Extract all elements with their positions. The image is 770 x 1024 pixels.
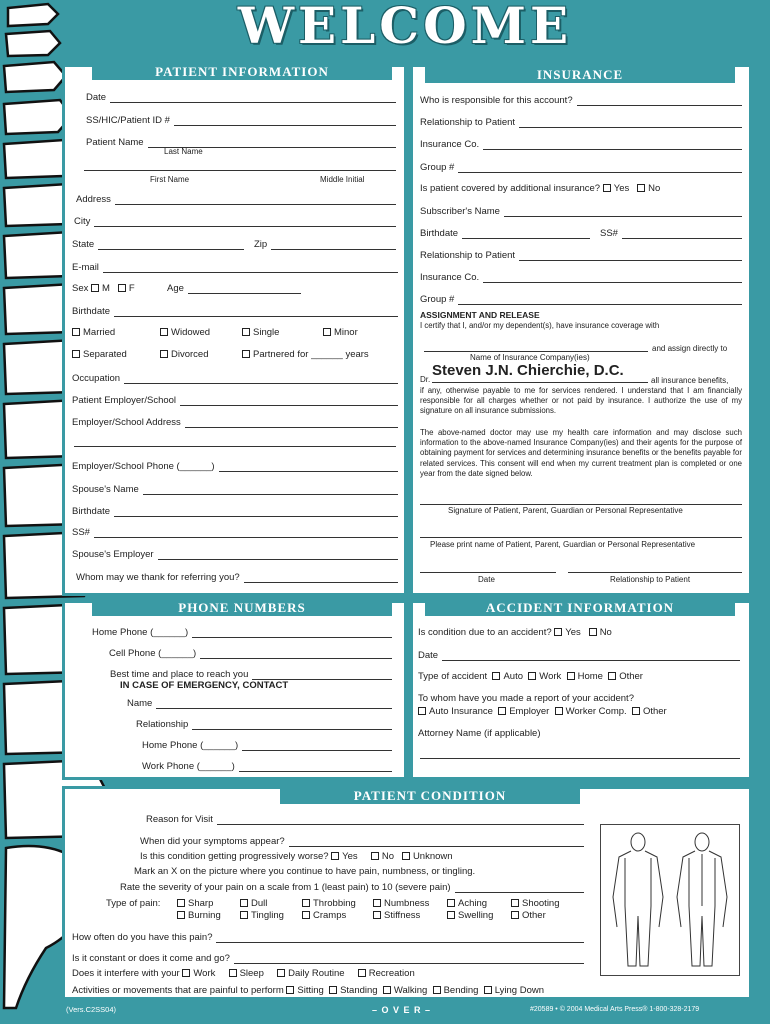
first-name-caption: First Name [150, 175, 190, 184]
type-of-accident: Type of accident Auto Work Home Other [418, 671, 643, 682]
sign-date-line[interactable] [420, 572, 556, 573]
referral-field[interactable]: Whom may we thank for referring you? [76, 570, 398, 583]
sex-m-checkbox[interactable] [91, 284, 99, 292]
signature-line[interactable] [420, 504, 742, 505]
married-option[interactable]: Married [72, 327, 115, 338]
occupation-field[interactable]: Occupation [72, 371, 398, 384]
work-checkbox[interactable] [528, 672, 536, 680]
patient-name-field[interactable]: Patient Name [86, 135, 396, 148]
additional-yes-checkbox[interactable] [603, 184, 611, 192]
interfere-question: Does it interfere with your Work Sleep Daily Routine Recreation [72, 968, 415, 979]
symptoms-field[interactable]: When did your symptoms appear? [140, 834, 584, 847]
relationship-caption: Relationship to Patient [610, 575, 691, 584]
sitting-checkbox[interactable] [286, 986, 294, 994]
spouse-birthdate-field[interactable]: Birthdate [72, 504, 398, 517]
other-checkbox[interactable] [608, 672, 616, 680]
accident-information-header: ACCIDENT INFORMATION [425, 600, 735, 616]
welcome-title: WELCOME [237, 0, 573, 55]
pain-dull[interactable]: Dull [240, 898, 267, 909]
doctor-line [432, 382, 648, 383]
worse-question: Is this condition getting progressively worse? Yes No Unknown [140, 851, 453, 862]
name-of-insurance-caption: Name of Insurance Company(ies) [470, 353, 590, 362]
age-field[interactable]: Age [167, 281, 301, 294]
accident-date-field[interactable]: Date [418, 648, 740, 661]
widowed-option[interactable]: Widowed [160, 327, 210, 338]
pain-burning[interactable]: Burning [177, 910, 221, 921]
pain-stiffness[interactable]: Stiffness [373, 910, 420, 921]
sign-relationship-line[interactable] [568, 572, 742, 573]
employer-field[interactable]: Patient Employer/School [72, 393, 398, 406]
emergency-work-phone-field[interactable]: Work Phone (______) [142, 759, 392, 772]
lying-down-checkbox[interactable] [484, 986, 492, 994]
other-report-checkbox[interactable] [632, 707, 640, 715]
cell-phone-field[interactable]: Cell Phone (______) [109, 646, 392, 659]
mark-instructions: Mark an X on the picture where you continue to have pain, numbness, or tingling. [134, 866, 476, 877]
type-of-pain-label: Type of pain: [106, 898, 161, 909]
bending-checkbox[interactable] [433, 986, 441, 994]
all-benefits-text: all insurance benefits, [651, 376, 729, 385]
worse-no-checkbox[interactable] [371, 852, 379, 860]
auto-insurance-checkbox[interactable] [418, 707, 426, 715]
sex-f-checkbox[interactable] [118, 284, 126, 292]
group2-field[interactable]: Group # [420, 292, 742, 305]
additional-insurance-question: Is patient covered by additional insurance? Yes No [420, 183, 661, 194]
insurance-company-line[interactable] [424, 351, 648, 352]
auto-checkbox[interactable] [492, 672, 500, 680]
name-line-2[interactable] [84, 170, 396, 171]
birthdate-field[interactable]: Birthdate [72, 304, 398, 317]
pain-other[interactable]: Other [511, 910, 546, 921]
separated-option[interactable]: Separated [72, 349, 127, 360]
relationship-field[interactable]: Relationship to Patient [420, 115, 742, 128]
best-time-field[interactable]: Best time and place to reach you [110, 667, 392, 680]
date-caption: Date [478, 575, 495, 584]
sex-label: Sex M F [72, 283, 135, 294]
employer-phone-field[interactable]: Employer/School Phone (______) [72, 459, 398, 472]
pain-cramps[interactable]: Cramps [302, 910, 346, 921]
interfere-recreation-checkbox[interactable] [358, 969, 366, 977]
assignment-line-1: I certify that I, and/or my dependent(s), have insurance coverage with [420, 321, 660, 330]
worse-yes-checkbox[interactable] [331, 852, 339, 860]
over-indicator: – O V E R – [372, 1005, 432, 1015]
subscriber-birthdate-field[interactable]: Birthdate [420, 226, 590, 239]
relationship2-field[interactable]: Relationship to Patient [420, 248, 742, 261]
single-option[interactable]: Single [242, 327, 279, 338]
pain-rating-field[interactable]: Rate the severity of your pain on a scale from 1 (least pain) to 10 (severe pain) [120, 880, 584, 893]
employer-address-line-2[interactable] [74, 446, 396, 447]
pain-tingling[interactable]: Tingling [240, 910, 284, 921]
pain-swelling[interactable]: Swelling [447, 910, 493, 921]
walking-checkbox[interactable] [383, 986, 391, 994]
accident-no-checkbox[interactable] [589, 628, 597, 636]
pain-shooting[interactable]: Shooting [511, 898, 560, 909]
insurance-header: INSURANCE [425, 67, 735, 83]
date-field[interactable]: Date [86, 90, 396, 103]
interfere-work-checkbox[interactable] [182, 969, 190, 977]
email-field[interactable]: E-mail [72, 260, 398, 273]
interfere-daily-checkbox[interactable] [277, 969, 285, 977]
pain-throbbing[interactable]: Throbbing [302, 898, 356, 909]
spouse-ss-field[interactable]: SS# [72, 525, 398, 538]
print-name-caption: Please print name of Patient, Parent, Guardian or Personal Representative [430, 540, 696, 549]
employer-address-field[interactable]: Employer/School Address [72, 415, 398, 428]
home-checkbox[interactable] [567, 672, 575, 680]
reason-field[interactable]: Reason for Visit [146, 812, 584, 825]
report-question: To whom have you made a report of your accident? [418, 693, 634, 704]
version-code: (Vers.C2SS04) [66, 1005, 117, 1014]
divorced-option[interactable]: Divorced [160, 349, 209, 360]
patient-condition-header: PATIENT CONDITION [280, 788, 580, 804]
print-name-line[interactable] [420, 537, 742, 538]
worse-unknown-checkbox[interactable] [402, 852, 410, 860]
emergency-relationship-field[interactable]: Relationship [136, 717, 392, 730]
copyright-notice: #20589 • © 2004 Medical Arts Press® 1-800-328-2179 [530, 1006, 700, 1013]
assignment-title: ASSIGNMENT AND RELEASE [420, 310, 540, 320]
additional-no-checkbox[interactable] [637, 184, 645, 192]
report-options: Auto Insurance Employer Worker Comp. Other [418, 706, 667, 717]
responsible-field[interactable]: Who is responsible for this account? [420, 93, 742, 106]
interfere-sleep-checkbox[interactable] [229, 969, 237, 977]
worker-comp-checkbox[interactable] [555, 707, 563, 715]
accident-yes-checkbox[interactable] [554, 628, 562, 636]
zip-field[interactable]: Zip [254, 237, 396, 250]
body-diagram[interactable] [600, 824, 740, 976]
emergency-contact-heading: IN CASE OF EMERGENCY, CONTACT [120, 680, 289, 691]
insurance-co-field[interactable]: Insurance Co. [420, 137, 742, 150]
pain-numbness[interactable]: Numbness [373, 898, 429, 909]
spouse-name-field[interactable]: Spouse's Name [72, 482, 398, 495]
emergency-name-field[interactable]: Name [127, 696, 392, 709]
constant-field[interactable]: Is it constant or does it come and go? [72, 951, 584, 964]
middle-initial-caption: Middle Initial [320, 175, 365, 184]
insurance-co2-field[interactable]: Insurance Co. [420, 270, 742, 283]
doctor-name: Steven J.N. Chierchie, D.C. [432, 362, 624, 379]
minor-option[interactable]: Minor [323, 327, 358, 338]
partnered-option[interactable]: Partnered for ______ years [242, 349, 369, 360]
painful-activities: Activities or movements that are painful to perform Sitting Standing Walking Bending Lying Down [72, 985, 545, 996]
employer-checkbox[interactable] [498, 707, 506, 715]
spouse-employer-field[interactable]: Spouse's Employer [72, 547, 398, 560]
group-field[interactable]: Group # [420, 160, 742, 173]
last-name-caption: Last Name [164, 147, 203, 156]
accident-question: Is condition due to an accident? Yes No [418, 627, 612, 638]
how-often-field[interactable]: How often do you have this pain? [72, 930, 584, 943]
address-field[interactable]: Address [76, 192, 396, 205]
pain-aching[interactable]: Aching [447, 898, 487, 909]
assign-directly-text: and assign directly to [652, 344, 728, 353]
phone-numbers-header: PHONE NUMBERS [92, 600, 392, 616]
attorney-line[interactable] [420, 758, 740, 759]
emergency-home-phone-field[interactable]: Home Phone (______) [142, 738, 392, 751]
standing-checkbox[interactable] [329, 986, 337, 994]
patient-id-field[interactable]: SS/HIC/Patient ID # [86, 113, 396, 126]
signature-caption: Signature of Patient, Parent, Guardian or Personal Representative [448, 506, 683, 515]
disclosure-body: The above-named doctor may use my health care information and may disclose such information to the above-named Insurance Company(ies) and their agents for the purpose of obtaining payment for services and determining insurance benefits or the benefits payable for related services. This consent will end when my current treatment plan is completed or one year from the date signed below. [420, 428, 742, 478]
home-phone-field[interactable]: Home Phone (______) [92, 625, 392, 638]
state-field[interactable]: State [72, 237, 244, 250]
patient-information-header: PATIENT INFORMATION [92, 64, 392, 80]
city-field[interactable]: City [74, 214, 396, 227]
subscriber-ss-field[interactable]: SS# [600, 226, 742, 239]
dr-prefix: Dr. [420, 375, 431, 384]
subscriber-field[interactable]: Subscriber's Name [420, 204, 742, 217]
pain-sharp[interactable]: Sharp [177, 898, 213, 909]
attorney-label: Attorney Name (if applicable) [418, 728, 541, 739]
assignment-body: if any, otherwise payable to me for services rendered. I understand that I am financially responsible for all charges whether or not paid by insurance. I authorize the use of my signature on all insurance submissions. [420, 386, 742, 416]
